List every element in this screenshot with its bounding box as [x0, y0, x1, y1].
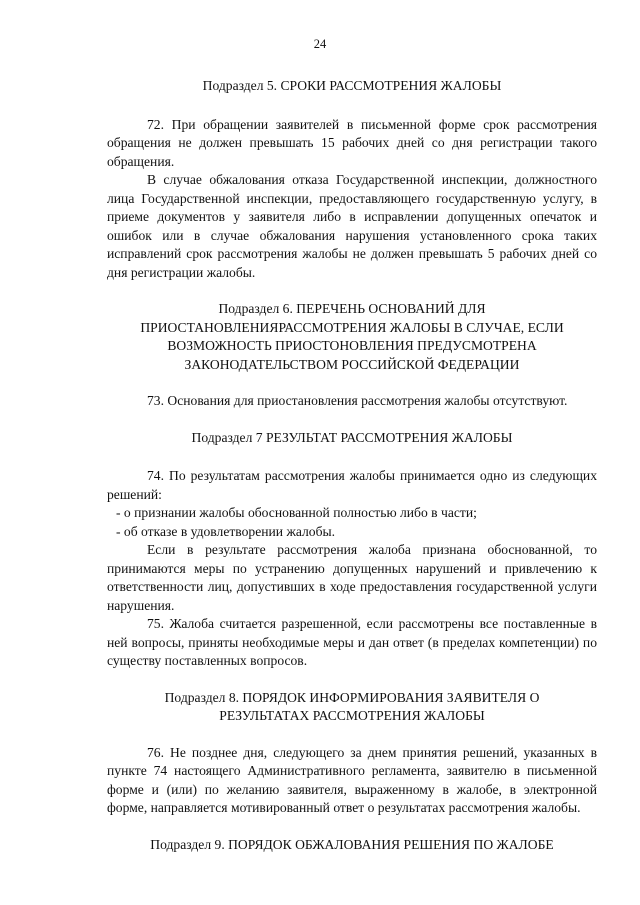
- section-8-heading-line-2: РЕЗУЛЬТАТАХ РАССМОТРЕНИЯ ЖАЛОБЫ: [219, 708, 485, 723]
- paragraph-72: 72. При обращении заявителей в письменной форме срок рассмотрения обращения не должен превышать 15 рабочих дней со дня регистрации такого обращения.: [107, 116, 597, 169]
- paragraph-72-continued: В случае обжалования отказа Государственной инспекции, должностного лица Государственной инспекции, предоставляющего государственную услугу, в приеме документов у заявителя либо в исправлении допущенных опечаток и ошибок или в случае обжалования нарушения установленного срока таких исправлений срок рассмотрения жалобы не должен превышать 5 рабочих дней со дня регистрации жалобы.: [107, 172, 597, 280]
- section-6-heading: [107, 300, 597, 374]
- paragraph-73: 73. Основания для приостановления рассмотрения жалобы отсутствуют.: [147, 393, 568, 408]
- section-8-heading-line-1: Подраздел 8. ПОРЯДОК ИНФОРМИРОВАНИЯ ЗАЯВИТЕЛЯ О: [164, 689, 540, 705]
- section-6-heading-line-4: ЗАКОНОДАТЕЛЬСТВОМ РОССИЙСКОЙ ФЕДЕРАЦИИ: [184, 356, 520, 372]
- section-6-heading-line-3: ВОЗМОЖНОСТЬ ПРИОСТОНОВЛЕНИЯ ПРЕДУСМОТРЕНА: [167, 338, 537, 353]
- decision-option-2: - об отказе в удовлетворении жалобы.: [116, 523, 336, 539]
- section-9-heading: Подраздел 9. ПОРЯДОК ОБЖАЛОВАНИЯ РЕШЕНИЯ ПО ЖАЛОБЕ: [150, 836, 554, 852]
- section-5-heading: Подраздел 5. СРОКИ РАССМОТРЕНИЯ ЖАЛОБЫ: [202, 78, 502, 93]
- section-8-heading: [107, 689, 597, 726]
- document-body: [107, 77, 597, 854]
- page-number: 24: [313, 37, 327, 51]
- paragraph-75: 75. Жалоба считается разрешенной, если рассмотрены все поставленные в ней вопросы, приняты необходимые меры и дан ответ (в пределах компетенции) по существу поставленных вопросов.: [107, 616, 597, 668]
- paragraph-74-continued: Если в результате рассмотрения жалоба признана обоснованной, то принимаются меры по устранению допущенных нарушений и привлечению к ответственности лиц, допустивших в ходе предоставления государственной услуги нарушения.: [107, 542, 597, 613]
- section-6-heading-line-1: Подраздел 6. ПЕРЕЧЕНЬ ОСНОВАНИЙ ДЛЯ: [218, 301, 486, 316]
- decision-option-1: - о признании жалобы обоснованной полностью либо в части;: [116, 505, 477, 520]
- paragraph-76: 76. Не позднее дня, следующего за днем принятия решений, указанных в пункте 74 настоящего Административного регламента, заявителю в письменной форме и (или) по желанию заявителя, выраженному в жалобе, в электронной форме, направляется мотивированный ответ о результатах рассмотрения жалобы.: [107, 744, 597, 815]
- section-7-heading: Подраздел 7 РЕЗУЛЬТАТ РАССМОТРЕНИЯ ЖАЛОБЫ: [191, 429, 513, 445]
- section-6-heading-line-2: ПРИОСТАНОВЛЕНИЯРАССМОТРЕНИЯ ЖАЛОБЫ В СЛУЧАЕ, ЕСЛИ: [140, 319, 564, 335]
- paragraph-74: 74. По результатам рассмотрения жалобы принимается одно из следующих решений:: [107, 468, 597, 502]
